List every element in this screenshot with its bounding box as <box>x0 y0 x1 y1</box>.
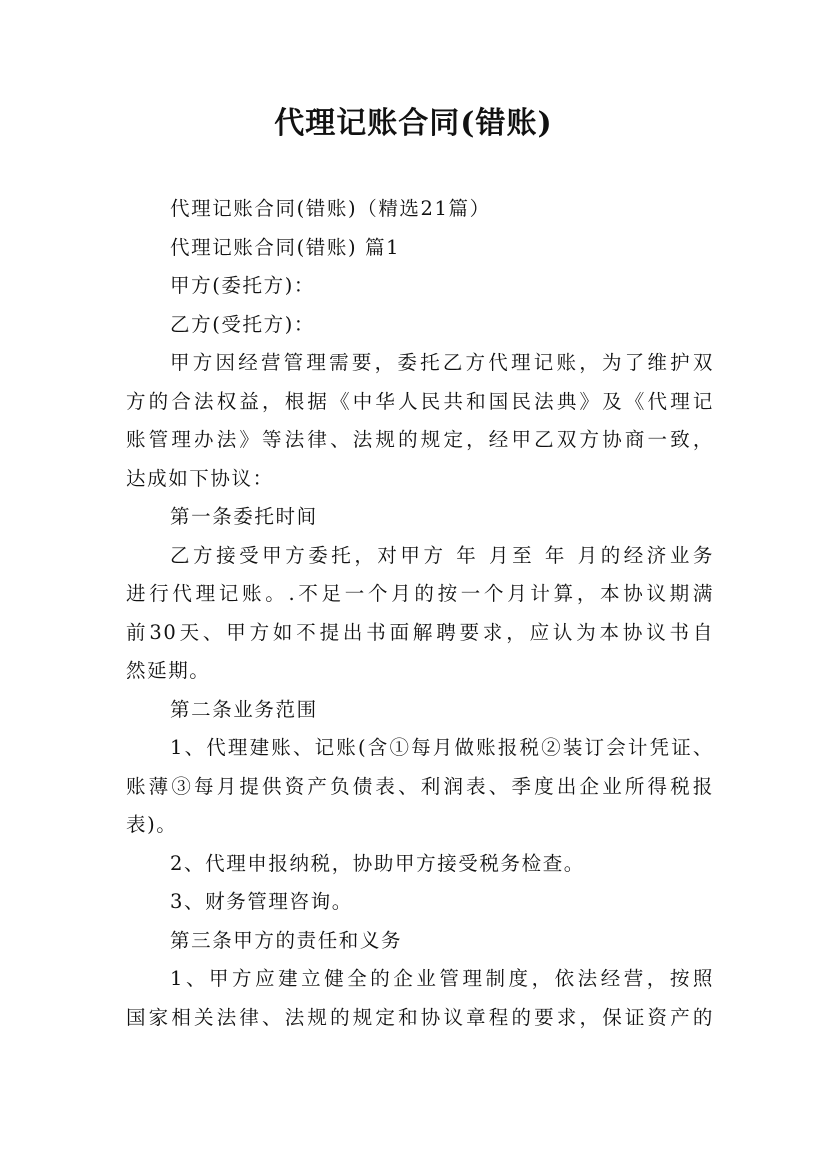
text-line: 代理记账合同(错账)（精选21篇） <box>170 197 491 220</box>
text-line: 乙方接受甲方委托，对甲方 年 月至 年 月的经济业务 <box>170 543 714 567</box>
text-line: 1、代理建账、记账(含①每月做账报税②装订会计凭证、 <box>170 736 714 759</box>
text-line: 甲方(委托方)： <box>170 274 316 297</box>
text-line: 表)。 <box>126 813 178 836</box>
text-line: 达成如下协议： <box>126 466 274 490</box>
text-line: 前30天、甲方如不提出书面解聘要求，应认为本协议书自 <box>126 620 714 644</box>
text-line: 3、财务管理咨询。 <box>170 890 353 913</box>
text-line: 第一条委托时间 <box>170 505 318 528</box>
text-line: 进行代理记账。.不足一个月的按一个月计算，本协议期满 <box>126 582 714 605</box>
text-line: 2、代理申报纳税，协助甲方接受税务检查。 <box>170 851 585 875</box>
text-line: 然延期。 <box>126 659 211 682</box>
text-line: 账薄③每月提供资产负债表、利润表、季度出企业所得税报 <box>126 774 714 798</box>
text-line: 第二条业务范围 <box>170 697 318 721</box>
text-line: 甲方因经营管理需要，委托乙方代理记账，为了维护双 <box>170 351 714 374</box>
text-line: 代理记账合同(错账) 篇1 <box>170 235 401 259</box>
text-line: 国家相关法律、法规的规定和协议章程的要求，保证资产的 <box>126 1005 714 1029</box>
document-title: 代理记账合同(错账) <box>274 106 553 141</box>
document-body <box>126 190 714 1037</box>
text-line: 方的合法权益，根据《中华人民共和国民法典》及《代理记 <box>126 389 714 413</box>
text-line: 第三条甲方的责任和义务 <box>170 928 403 952</box>
text-line: 乙方(受托方)： <box>170 312 316 336</box>
text-line: 1、甲方应建立健全的企业管理制度，依法经营，按照 <box>170 967 714 990</box>
text-line: 账管理办法》等法律、法规的规定，经甲乙双方协商一致， <box>126 428 714 451</box>
